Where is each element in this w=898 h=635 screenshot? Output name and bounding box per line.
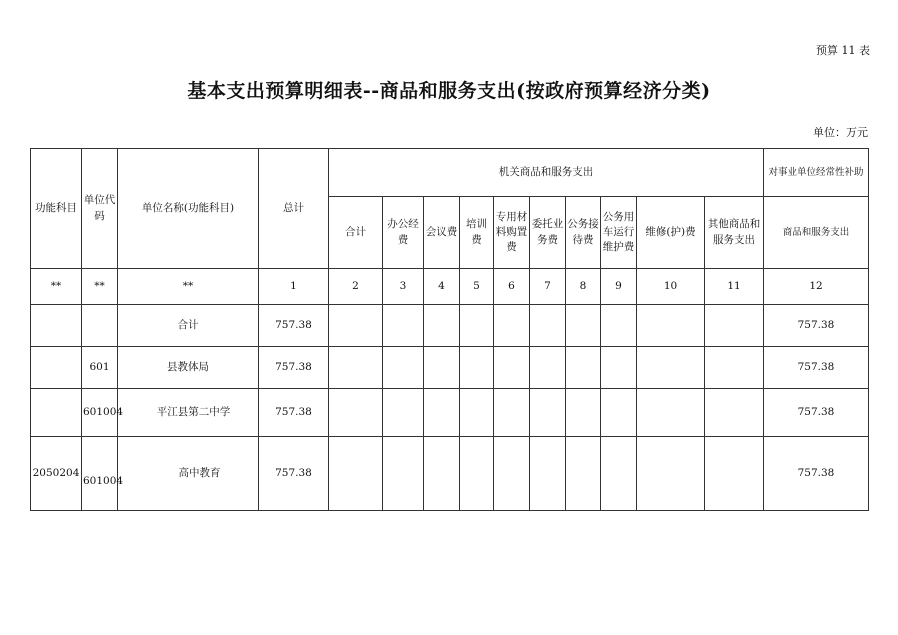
code-cell: 601004 [82, 437, 118, 511]
header-vehicle: 公务用车运行维护费 [601, 197, 637, 269]
index-cell: 10 [637, 269, 705, 305]
subsidy-cell: 757.38 [764, 389, 869, 437]
name-cell: 县教体局 [118, 347, 259, 389]
name-cell: 高中教育 [118, 437, 259, 511]
header-unit-name: 单位名称(功能科目) [118, 149, 259, 269]
index-cell: 9 [601, 269, 637, 305]
header-commission: 委托业务费 [530, 197, 566, 269]
page-title: 基本支出预算明细表--商品和服务支出(按政府预算经济分类) [187, 80, 711, 102]
index-cell: 12 [764, 269, 869, 305]
table-number: 预算 11 表 [816, 44, 870, 57]
subsidy-cell: 757.38 [764, 305, 869, 347]
unit-label: 单位：万元 [813, 126, 868, 139]
func-cell: 2050204 [31, 437, 82, 511]
index-cell: 1 [259, 269, 329, 305]
subsidy-cell: 757.38 [764, 437, 869, 511]
table-row [31, 389, 869, 437]
index-cell: 2 [329, 269, 383, 305]
index-cell: 11 [705, 269, 764, 305]
header-group-subsidy: 对事业单位经常性补助 [764, 149, 869, 197]
header-reception: 公务接待费 [566, 197, 601, 269]
header-meeting: 会议费 [424, 197, 460, 269]
code-cell [82, 305, 118, 347]
header-goods-services: 商品和服务支出 [764, 197, 869, 269]
table-row [31, 347, 869, 389]
index-cell: 4 [424, 269, 460, 305]
header-func-subject: 功能科目 [31, 149, 82, 269]
table-row [31, 437, 869, 511]
subsidy-cell: 757.38 [764, 347, 869, 389]
func-cell [31, 305, 82, 347]
code-cell: 601004 [82, 389, 118, 437]
header-sub-total: 合计 [329, 197, 383, 269]
index-cell: 7 [530, 269, 566, 305]
index-cell: 3 [383, 269, 424, 305]
code-cell: 601 [82, 347, 118, 389]
header-unit-code: 单位代码 [82, 149, 118, 269]
total-cell: 757.38 [259, 437, 329, 511]
header-total: 总计 [259, 149, 329, 269]
header-row-1 [31, 149, 869, 197]
header-training: 培训费 [460, 197, 494, 269]
index-cell: 8 [566, 269, 601, 305]
index-cell: 6 [494, 269, 530, 305]
header-materials: 专用材料购置费 [494, 197, 530, 269]
total-cell: 757.38 [259, 347, 329, 389]
total-cell: 757.38 [259, 389, 329, 437]
table-row [31, 305, 869, 347]
index-cell: ** [82, 269, 118, 305]
header-group-org: 机关商品和服务支出 [329, 149, 764, 197]
index-cell: ** [118, 269, 259, 305]
header-other: 其他商品和服务支出 [705, 197, 764, 269]
index-cell: ** [31, 269, 82, 305]
total-cell: 757.38 [259, 305, 329, 347]
header-office: 办公经费 [383, 197, 424, 269]
header-repair: 维修(护)费 [637, 197, 705, 269]
budget-table [30, 148, 869, 511]
func-cell [31, 347, 82, 389]
func-cell [31, 389, 82, 437]
name-cell: 平江县第二中学 [118, 389, 259, 437]
name-cell: 合计 [118, 305, 259, 347]
index-cell: 5 [460, 269, 494, 305]
index-row [31, 269, 869, 305]
